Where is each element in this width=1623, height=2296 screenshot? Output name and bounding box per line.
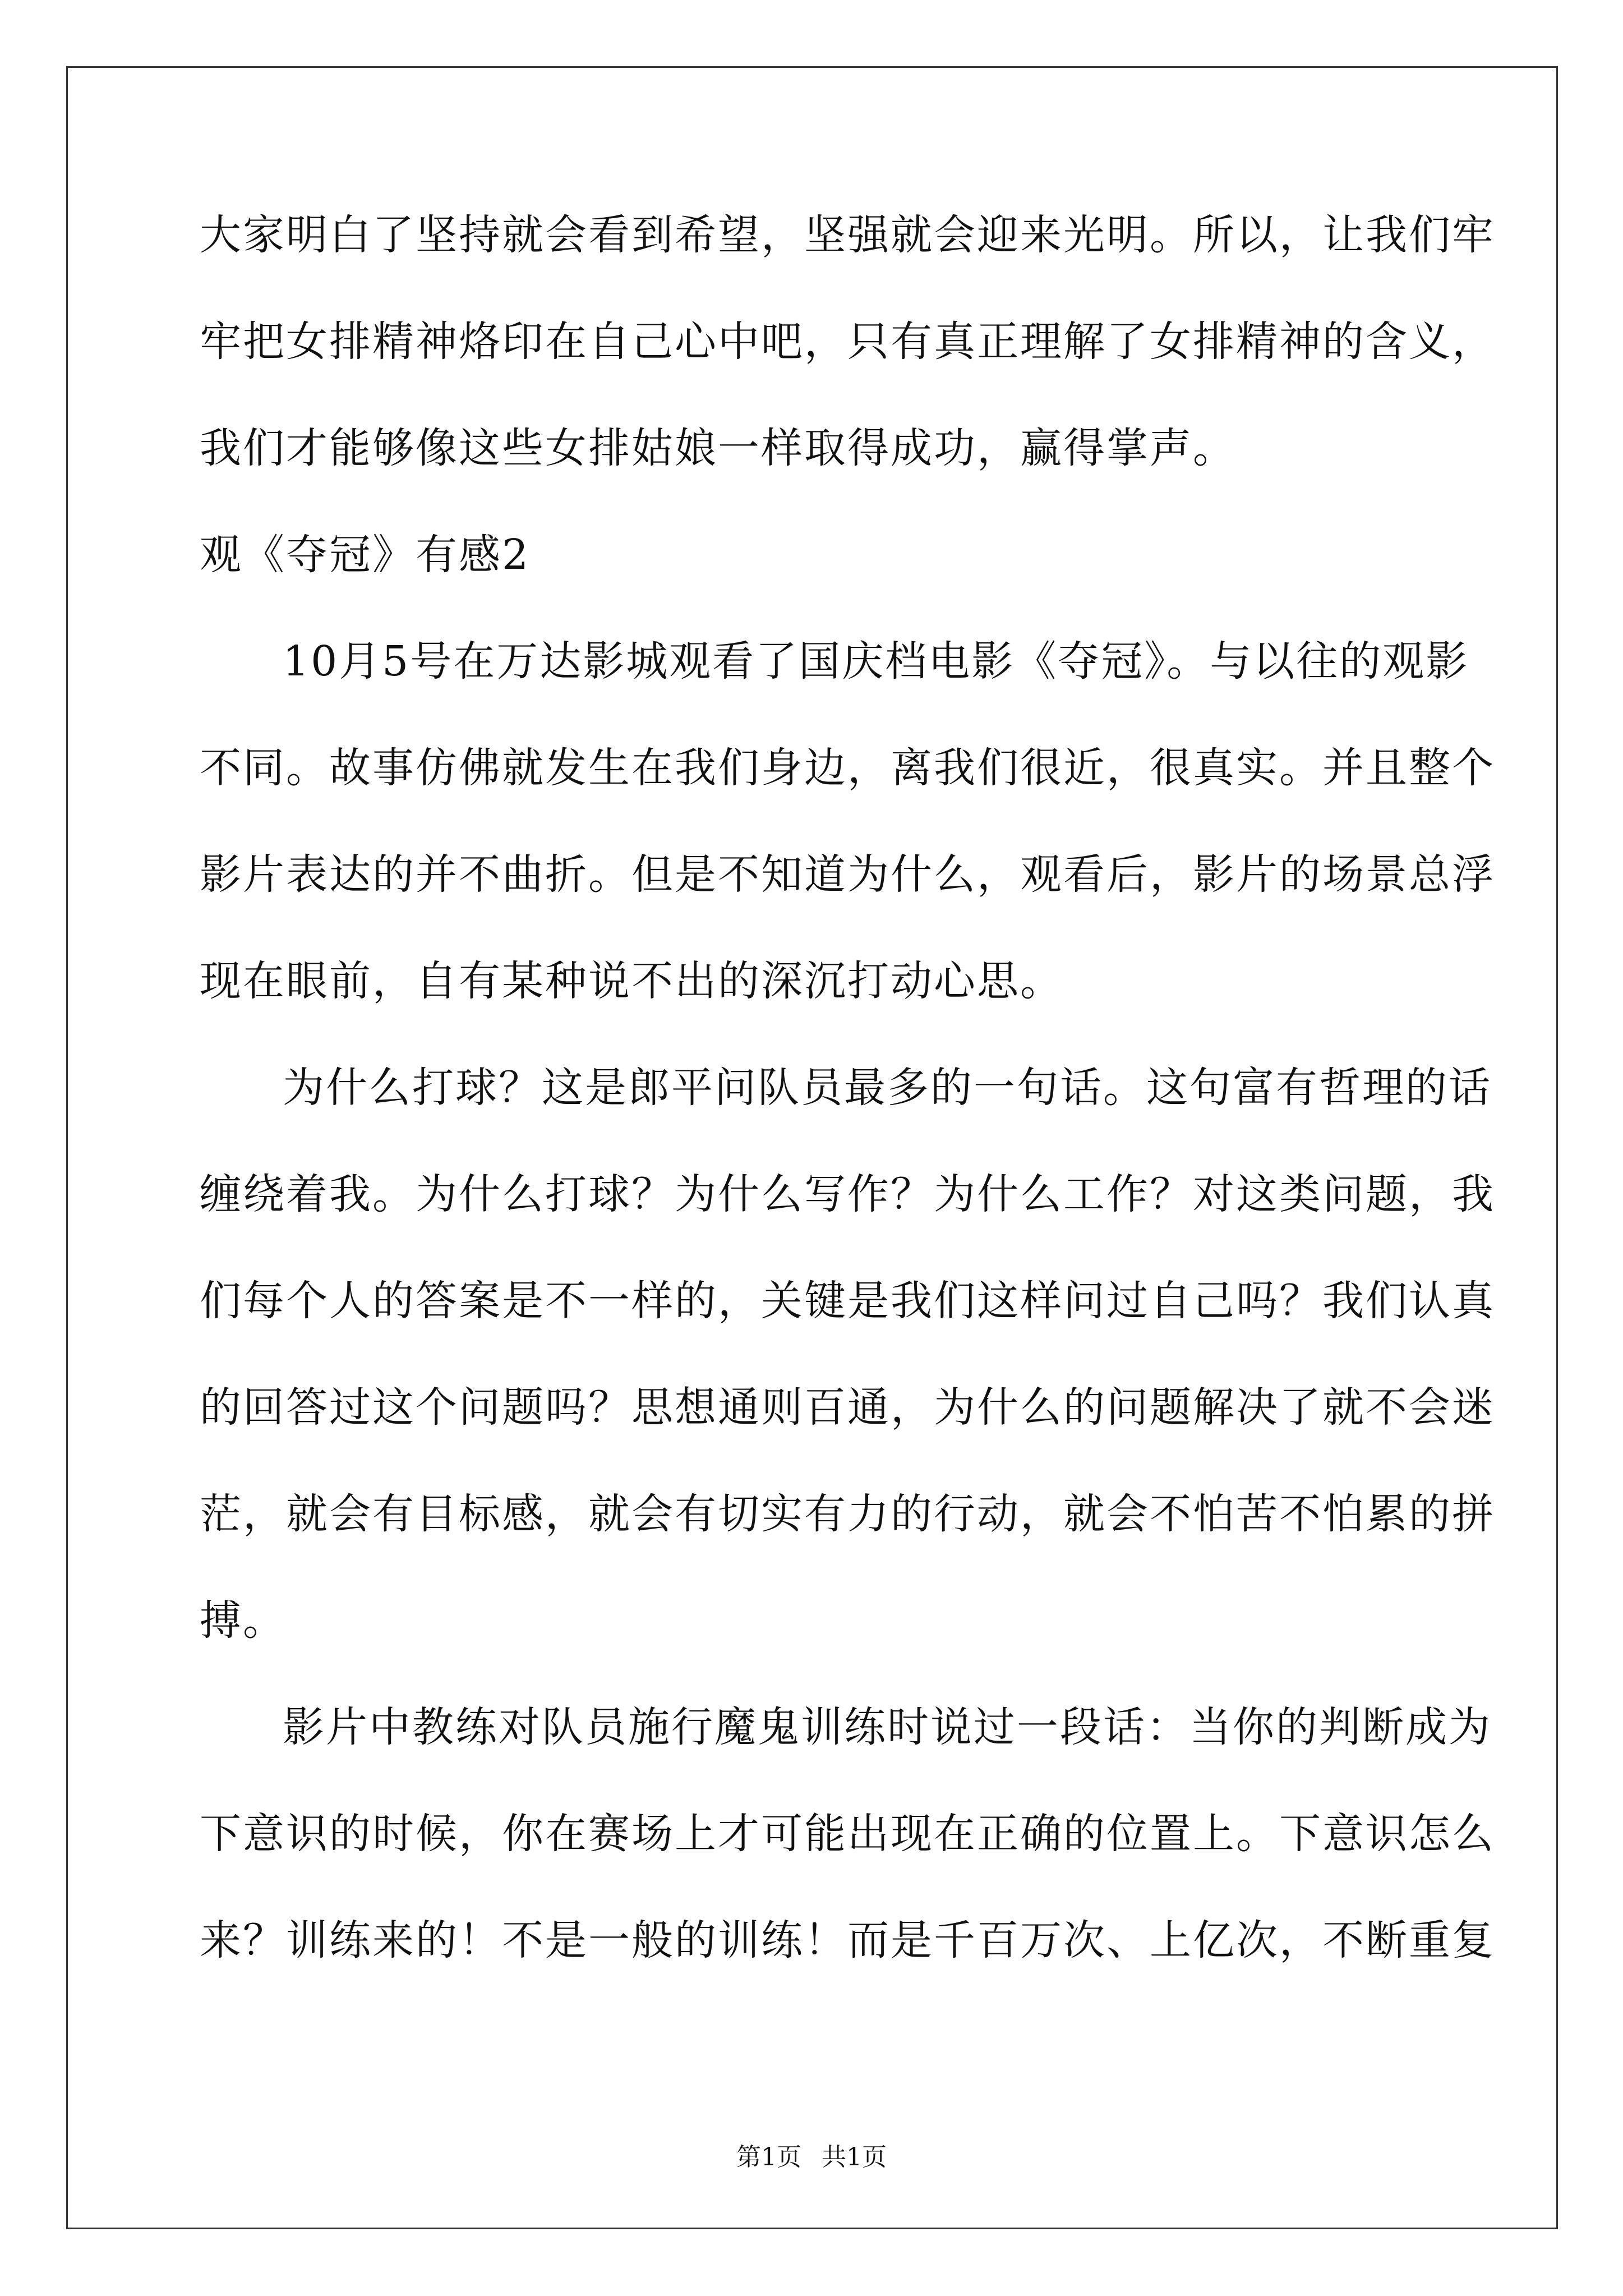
section-heading: 观《夺冠》有感2 — [200, 531, 531, 579]
text-line: 影片表达的并不曲折。但是不知道为什么，观看后，影片的场景总浮 — [200, 850, 1495, 899]
text-line: 茫，就会有目标感，就会有切实有力的行动，就会不怕苦不怕累的拼 — [200, 1490, 1495, 1538]
text-line: 影片中教练对队员施行魔鬼训练时说过一段话：当你的判断成为 — [283, 1703, 1492, 1751]
text-line: 下意识的时候，你在赛场上才可能出现在正确的位置上。下意识怎么 — [200, 1810, 1495, 1858]
text-line: 牢把女排精神烙印在自己心中吧，只有真正理解了女排精神的含义， — [200, 318, 1495, 366]
text-line: 10月5号在万达影城观看了国庆档电影《夺冠》。与以往的观影 — [283, 637, 1469, 685]
text-line: 为什么打球？这是郎平问队员最多的一句话。这句富有哲理的话 — [283, 1064, 1492, 1112]
text-line: 搏。 — [200, 1596, 286, 1645]
text-line: 不同。故事仿佛就发生在我们身边，离我们很近，很真实。并且整个 — [200, 744, 1495, 792]
page-total: 共1页 — [822, 2143, 887, 2171]
text-line: 们每个人的答案是不一样的，关键是我们这样问过自己吗？我们认真 — [200, 1277, 1495, 1325]
document-body — [200, 208, 1495, 2019]
text-line: 现在眼前，自有某种说不出的深沉打动心思。 — [200, 957, 1063, 1005]
page-number: 第1页 — [736, 2143, 801, 2171]
text-line: 大家明白了坚持就会看到希望，坚强就会迎来光明。所以，让我们牢 — [200, 211, 1495, 259]
text-line: 的回答过这个问题吗？思想通则百通，为什么的问题解决了就不会迷 — [200, 1383, 1495, 1432]
text-line: 来？训练来的！不是一般的训练！而是千百万次、上亿次，不断重复 — [200, 1916, 1495, 1964]
text-line: 缠绕着我。为什么打球？为什么写作？为什么工作？对这类问题，我 — [200, 1170, 1495, 1218]
text-line: 我们才能够像这些女排姑娘一样取得成功，赢得掌声。 — [200, 424, 1236, 472]
page-footer — [0, 2141, 1623, 2174]
